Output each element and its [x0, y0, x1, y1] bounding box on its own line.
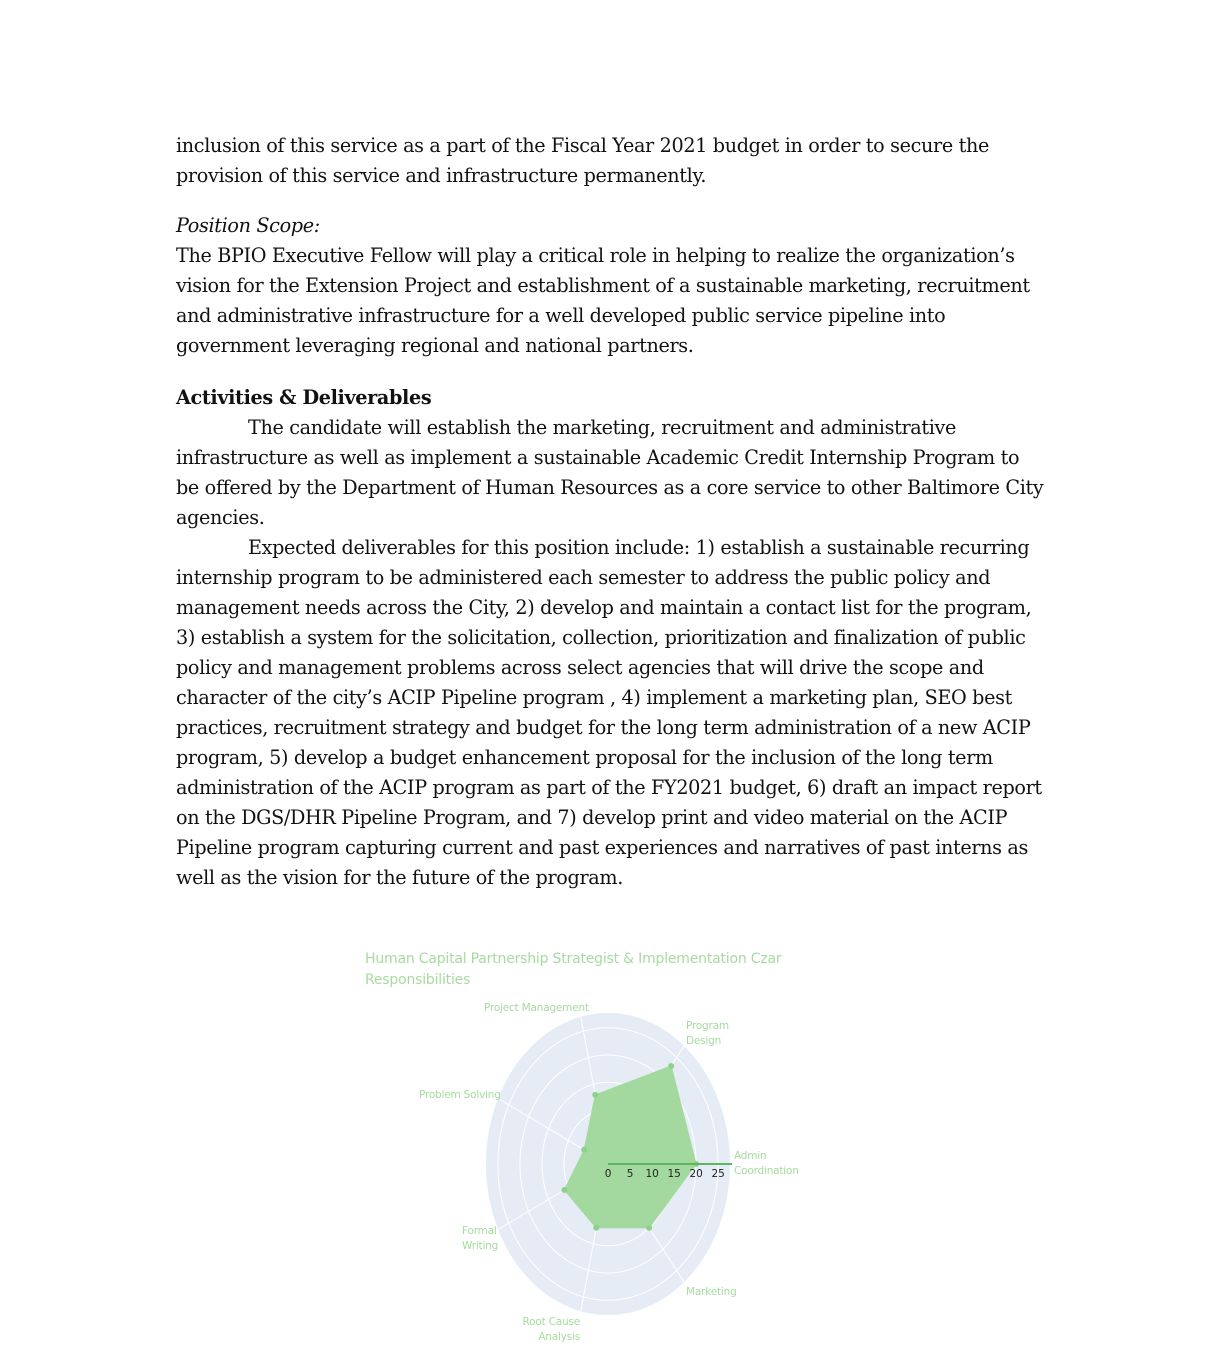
- label-problem-solving: Problem Solving: [419, 1089, 501, 1101]
- label-program-design: Program Design: [686, 1020, 729, 1047]
- radar-chart: [350, 940, 820, 1360]
- label-formal-writing: Formal Writing: [462, 1225, 499, 1252]
- radar-point: [593, 1225, 599, 1231]
- activities-paragraph-2: Expected deliverables for this position include: 1) establish a sustainable recurring internship program to be administered each semester to address the public policy and management needs across the City, 2) develop and maintain a contact list for the program, 3) establish a system for the solicitation, collection, prioritization and finalization of public policy and management problems across select agencies that will drive the scope and character of the city’s ACIP Pipeline program , 4) implement a marketing plan, SEO best practices, recruitment strategy and budget for the long term administration of a new ACIP program, 5) develop a budget enhancement proposal for the inclusion of the long term administration of the ACIP program as part of the FY2021 budget, 6) draft an impact report on the DGS/DHR Pipeline Program, and 7) develop print and video material on the ACIP Pipeline program capturing current and past experiences and narratives of past interns as well as the vision for the future of the program.: [176, 536, 1042, 889]
- label-root-cause-analysis: Root Cause Analysis: [522, 1316, 580, 1343]
- radial-tick-label: 10: [645, 1168, 659, 1180]
- radar-point: [561, 1187, 567, 1193]
- label-marketing: Marketing: [686, 1286, 737, 1298]
- radial-tick-label: 20: [689, 1168, 703, 1180]
- position-scope-text: The BPIO Executive Fellow will play a critical role in helping to realize the organization’s vision for the Extension Project and establishment of a sustainable marketing, recruitment and administrative infrastructure for a well developed public service pipeline into government leveraging regional and national partners.: [176, 244, 1030, 357]
- radar-point: [646, 1225, 652, 1231]
- document-body: [176, 131, 1046, 893]
- radial-tick-label: 15: [667, 1168, 681, 1180]
- radial-tick-label: 25: [711, 1168, 725, 1180]
- radar-point: [668, 1063, 674, 1069]
- radar-point: [592, 1092, 598, 1098]
- radial-tick-label: 5: [626, 1168, 634, 1180]
- radar-point: [581, 1147, 587, 1153]
- label-project-management: Project Management: [484, 1002, 589, 1014]
- position-scope-heading: Position Scope:: [176, 214, 320, 237]
- activities-paragraph-1: The candidate will establish the marketing, recruitment and administrative infrastructure as well as implement a sustainable Academic Credit Internship Program to be offered by the Department of Human Resources as a core service to other Baltimore City agencies.: [176, 416, 1044, 529]
- label-admin-coordination: Admin Coordination: [734, 1150, 799, 1177]
- activities-heading: Activities & Deliverables: [176, 386, 432, 409]
- chart-title: Human Capital Partnership Strategist & Implementation Czar Responsibilities: [365, 951, 782, 988]
- paragraph-intro-end: inclusion of this service as a part of the Fiscal Year 2021 budget in order to secure the provision of this service and infrastructure permanently.: [176, 134, 989, 187]
- radial-tick-label: 0: [604, 1168, 612, 1180]
